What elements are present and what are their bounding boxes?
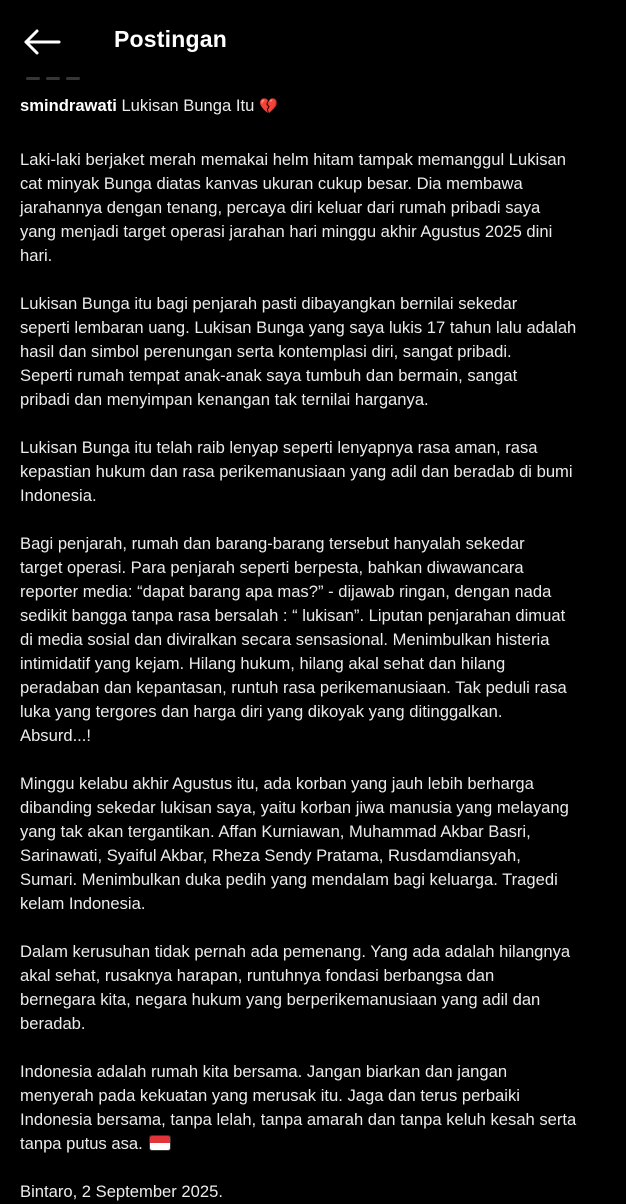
arrow-left-icon — [22, 28, 62, 56]
caption-line — [20, 604, 624, 628]
caption-line-text: jarahannya dengan tenang, percaya diri keluar dari rumah pribadi saya — [20, 198, 541, 217]
caption-line-text: Indonesia. — [20, 486, 97, 505]
caption-line-text: Dalam kerusuhan tidak pernah ada pemenang. Yang ada adalah hilangnya — [20, 942, 571, 961]
back-button[interactable] — [20, 24, 64, 60]
caption-line-text: seperti lembaran uang. Lukisan Bunga yang saya lukis 17 tahun lalu adalah — [20, 318, 577, 337]
caption-line-text: cat minyak Bunga diatas kanvas ukuran cukup besar. Dia membawa — [20, 174, 523, 193]
caption-line — [20, 892, 624, 916]
caption-paragraph — [20, 940, 624, 1036]
caption-line-text: Seperti rumah tempat anak-anak saya tumbuh dan bermain, sangat — [20, 366, 518, 385]
caption-line — [20, 220, 624, 244]
page-title: Postingan — [114, 26, 227, 52]
caption-line-text: tanpa putus asa. — [20, 1134, 143, 1153]
caption-line — [20, 1012, 624, 1036]
cropped-previous-content — [26, 74, 96, 82]
caption-line-text: Minggu kelabu akhir Agustus itu, ada korban yang jauh lebih berharga — [20, 774, 534, 793]
caption-line-text: kelam Indonesia. — [20, 894, 146, 913]
caption-line — [20, 460, 624, 484]
caption-line — [20, 676, 624, 700]
caption-paragraph — [20, 772, 624, 916]
caption-line-text: di media sosial dan diviralkan secara sensasional. Menimbulkan histeria — [20, 630, 550, 649]
caption-line-text: target operasi. Para penjarah seperti berpesta, bahkan diwawancara — [20, 558, 524, 577]
caption-line — [20, 436, 624, 460]
caption-line-text: Bagi penjarah, rumah dan barang-barang tersebut hanyalah sekedar — [20, 534, 525, 553]
caption-line — [20, 724, 624, 748]
caption-line-text: peradaban dan kepantasan, runtuh rasa perikemanusiaan. Tak peduli rasa — [20, 678, 567, 697]
post-caption — [20, 94, 624, 1204]
caption-line — [20, 196, 624, 220]
caption-line — [20, 820, 624, 844]
caption-line-text: yang menjadi target operasi jarahan hari minggu akhir Agustus 2025 dini — [20, 222, 553, 241]
caption-line — [20, 772, 624, 796]
caption-line — [20, 1132, 624, 1156]
caption-line-text: Sarinawati, Syaiful Akbar, Rheza Sendy Pratama, Rusdamdiansyah, — [20, 846, 521, 865]
caption-line-text: menyerah pada kekuatan yang merusak itu. Jaga dan terus perbaiki — [20, 1086, 520, 1105]
caption-paragraph — [20, 148, 624, 268]
caption-line-text: Laki-laki berjaket merah memakai helm hitam tampak memanggul Lukisan — [20, 150, 566, 169]
caption-line — [20, 628, 624, 652]
caption-line-text: bernegara kita, negara hukum yang berperikemanusiaan yang adil dan — [20, 990, 541, 1009]
caption-line — [20, 940, 624, 964]
caption-line-text: Indonesia adalah rumah kita bersama. Jangan biarkan dan jangan — [20, 1062, 508, 1081]
signoff-text: Bintaro, 2 September 2025. — [20, 1182, 223, 1201]
caption-line — [20, 316, 624, 340]
caption-line — [20, 580, 624, 604]
caption-line-text: Sumari. Menimbulkan duka pedih yang mendalam bagi keluarga. Tragedi — [20, 870, 558, 889]
caption-line — [20, 988, 624, 1012]
caption-line-text: luka yang tergores dan harga diri yang dikoyak yang ditinggalkan. — [20, 702, 503, 721]
broken-heart-icon: 💔 — [258, 98, 278, 115]
caption-line-text: akal sehat, rusaknya harapan, runtuhnya fondasi berbangsa dan — [20, 966, 495, 985]
caption-line — [20, 700, 624, 724]
caption-line — [20, 1060, 624, 1084]
caption-line-text: sedikit bangga tanpa rasa bersalah : “ lukisan”. Liputan penjarahan dimuat — [20, 606, 566, 625]
caption-line-text: dibanding sekedar lukisan saya, yaitu korban jiwa manusia yang melayang — [20, 798, 569, 817]
caption-line — [20, 1108, 624, 1132]
caption-line — [20, 556, 624, 580]
caption-line — [20, 1084, 624, 1108]
caption-line — [20, 172, 624, 196]
top-bar — [0, 0, 626, 84]
caption-line — [20, 148, 624, 172]
username-link[interactable]: smindrawati — [20, 96, 117, 115]
caption-paragraph — [20, 532, 624, 748]
caption-line-text: yang tak akan tergantikan. Affan Kurniawan, Muhammad Akbar Basri, — [20, 822, 531, 841]
caption-paragraph — [20, 436, 624, 508]
caption-line-text: kepastian hukum dan rasa perikemanusiaan yang adil dan beradab di bumi — [20, 462, 573, 481]
caption-line — [20, 484, 624, 508]
caption-line — [20, 844, 624, 868]
caption-title: Lukisan Bunga Itu — [121, 96, 255, 115]
caption-line — [20, 364, 624, 388]
caption-line-text: Lukisan Bunga itu bagi penjarah pasti dibayangkan bernilai sekedar — [20, 294, 518, 313]
caption-line-text: Indonesia bersama, tanpa lelah, tanpa amarah dan tanpa keluh kesah serta — [20, 1110, 577, 1129]
caption-paragraph — [20, 292, 624, 412]
caption-line-text: pribadi dan menyimpan kenangan tak ternilai harganya. — [20, 390, 429, 409]
caption-line — [20, 244, 624, 268]
caption-header — [20, 94, 624, 119]
caption-line — [20, 796, 624, 820]
caption-line — [20, 292, 624, 316]
caption-line — [20, 340, 624, 364]
caption-line-text: Absurd...! — [20, 726, 92, 745]
caption-line-text: hari. — [20, 246, 53, 265]
caption-line-text: intimidatif yang kejam. Hilang hukum, hilang akal sehat dan hilang — [20, 654, 506, 673]
caption-line — [20, 388, 624, 412]
caption-body — [20, 148, 624, 1156]
caption-line — [20, 868, 624, 892]
caption-line — [20, 652, 624, 676]
caption-line-text: hasil dan simbol perenungan serta kontemplasi diri, sangat pribadi. — [20, 342, 512, 361]
caption-line-text: beradab. — [20, 1014, 86, 1033]
caption-line — [20, 964, 624, 988]
caption-paragraph — [20, 1060, 624, 1156]
caption-line-text: reporter media: “dapat barang apa mas?” - dijawab ringan, dengan nada — [20, 582, 552, 601]
caption-line-text: Lukisan Bunga itu telah raib lenyap seperti lenyapnya rasa aman, rasa — [20, 438, 538, 457]
indonesia-flag-icon — [150, 1136, 170, 1150]
caption-line — [20, 532, 624, 556]
